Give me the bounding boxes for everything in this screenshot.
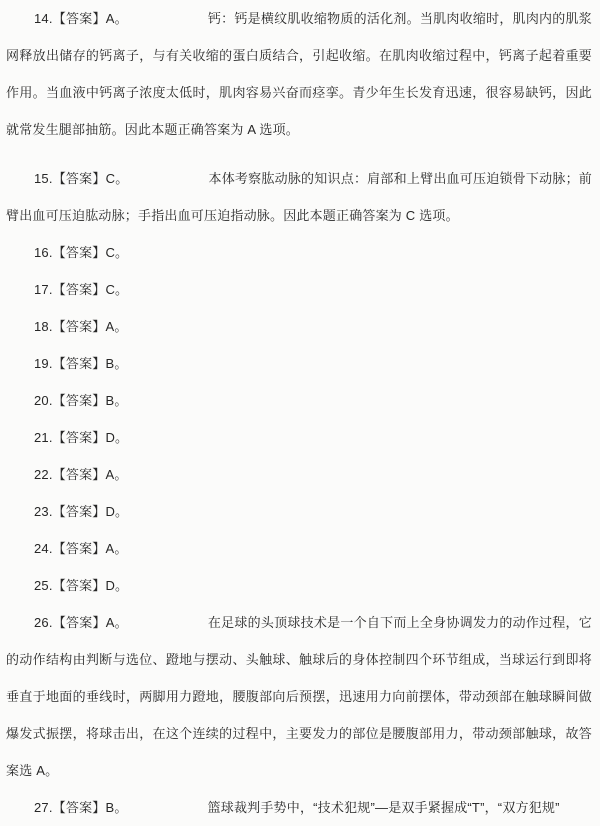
answer-label: 23.【答案】D。	[34, 504, 129, 519]
answer-label: 25.【答案】D。	[34, 578, 129, 593]
answer-label: 15.【答案】C。	[34, 171, 129, 186]
answer-item-21	[6, 419, 592, 456]
answer-explanation: 篮球裁判手势中，“技术犯规”—是双手紧握成“T”，“双方犯规”	[207, 800, 560, 815]
answer-label: 27.【答案】B。	[34, 800, 128, 815]
answer-explanation: 钙：钙是横纹肌收缩物质的活化剂。当肌肉收缩时，肌肉内的肌浆网释放出储存的钙离子，与有关收缩的蛋白质结合，引起收缩。在肌肉收缩过程中，钙离子起着重要作用。当血液中钙离子浓度太低时，肌肉容易兴奋而痉挛。青少年生长发育迅速，很容易缺钙，因此就常发生腿部抽筋。因此本题正确答案为 A 选项。	[6, 11, 592, 137]
answer-label: 26.【答案】A。	[34, 615, 128, 630]
answer-label: 24.【答案】A。	[34, 541, 128, 556]
answer-item-20	[6, 382, 592, 419]
answer-item-17	[6, 271, 592, 308]
label-gap	[128, 182, 208, 183]
answer-item-23	[6, 493, 592, 530]
label-gap	[128, 22, 208, 23]
answer-explanation: 在足球的头顶球技术是一个自下而上全身协调发力的动作过程，它的动作结构由判断与选位、蹬地与摆动、头触球、触球后的身体控制四个环节组成，当球运行到即将垂直于地面的垂线时，两脚用力蹬地，腰腹部向后预摆，迅速用力向前摆体，带动颈部在触球瞬间做爆发式振摆，将球击出，在这个连续的过程中，主要发力的部位是腰腹部用力，带动颈部触球，故答案选 A。	[6, 615, 592, 778]
answer-item-18	[6, 308, 592, 345]
answer-item-24	[6, 530, 592, 567]
answer-item-16	[6, 234, 592, 271]
answer-item-22	[6, 456, 592, 493]
answer-item-26	[6, 604, 592, 789]
answer-label: 21.【答案】D。	[34, 430, 129, 445]
answer-item-25	[6, 567, 592, 604]
answer-explanation: 本体考察肱动脉的知识点：肩部和上臂出血可压迫锁骨下动脉；前臂出血可压迫肱动脉；手指出血可压迫指动脉。因此本题正确答案为 C 选项。	[6, 171, 592, 223]
answer-item-14	[6, 0, 592, 148]
answer-label: 14.【答案】A。	[34, 11, 128, 26]
answer-label: 18.【答案】A。	[34, 319, 128, 334]
answer-label: 22.【答案】A。	[34, 467, 128, 482]
answer-item-15	[6, 160, 592, 234]
answer-label: 17.【答案】C。	[34, 282, 129, 297]
label-gap	[128, 626, 208, 627]
answer-item-19	[6, 345, 592, 382]
label-gap	[128, 811, 208, 812]
answer-label: 16.【答案】C。	[34, 245, 129, 260]
answer-item-27	[6, 789, 592, 826]
answer-label: 19.【答案】B。	[34, 356, 128, 371]
answer-label: 20.【答案】B。	[34, 393, 128, 408]
